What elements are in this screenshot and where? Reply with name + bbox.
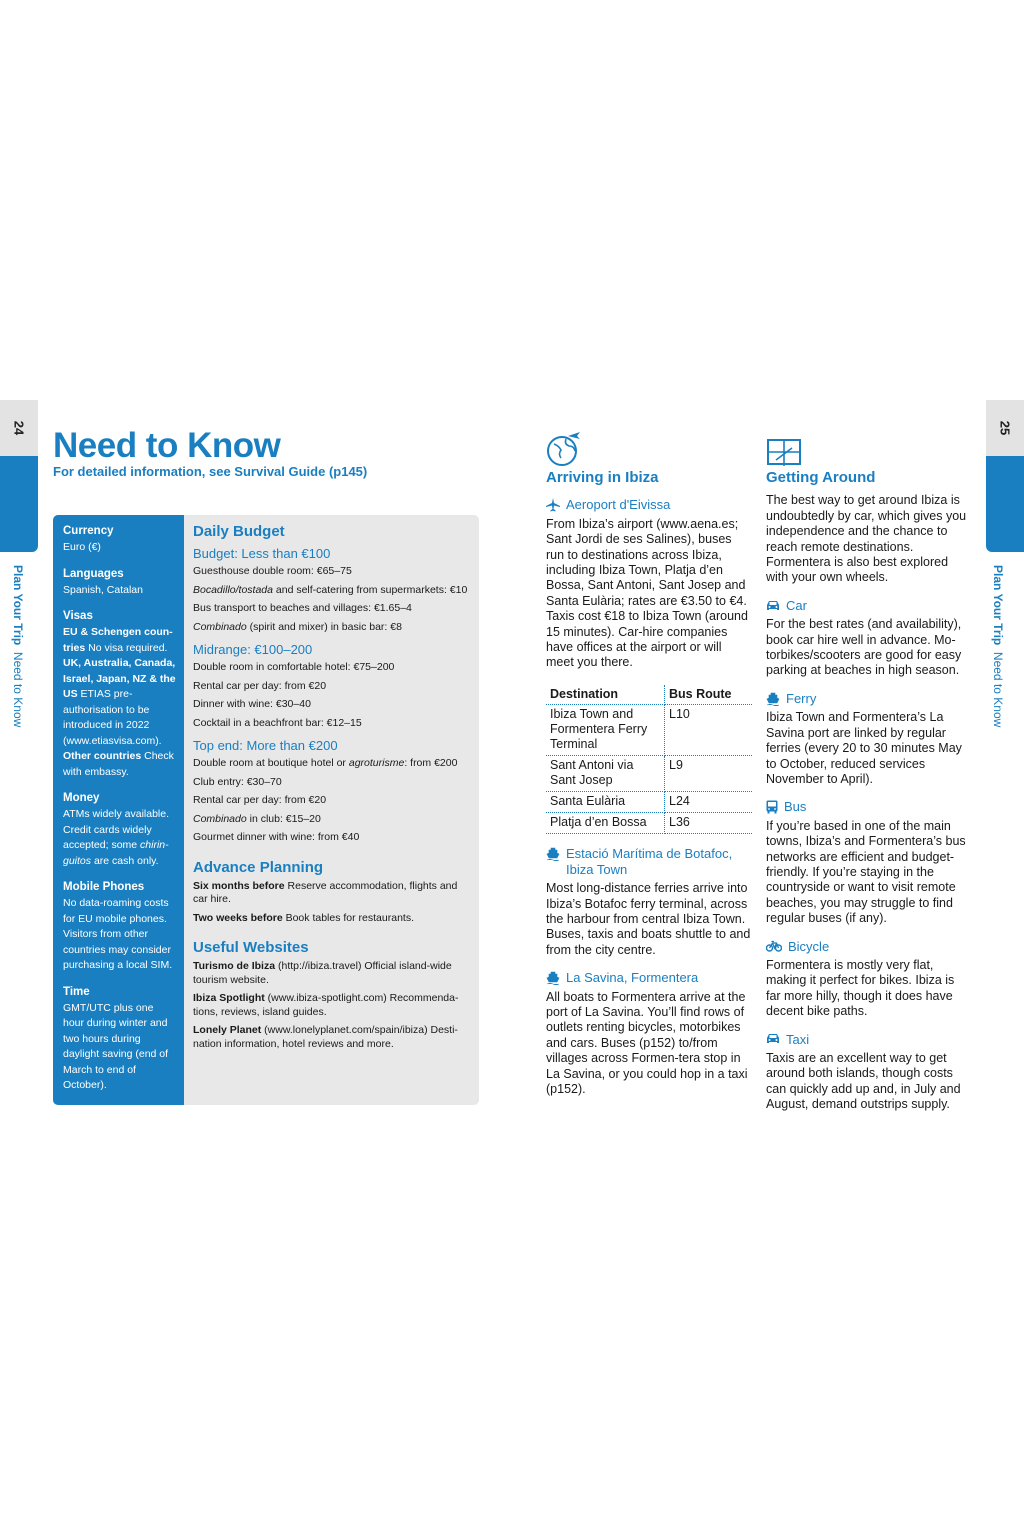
table-row (546, 813, 752, 834)
destination-cell: Ibiza Town and Formentera Ferry Terminal (546, 705, 665, 756)
bus-heading (766, 799, 972, 814)
visas-other-label: Other countries (63, 750, 142, 762)
budget-item: Guesthouse double room: €65–75 (193, 565, 352, 577)
table-row (546, 705, 752, 756)
budget-text: Double room at boutique hotel or (193, 757, 349, 769)
arriving-column (546, 470, 752, 1097)
ferry-icon (546, 847, 560, 861)
getting-around-heading: Getting Around (766, 469, 876, 486)
time-heading: Time (63, 985, 90, 998)
budget-item (193, 810, 471, 829)
ferry-heading-text: Ferry (786, 690, 817, 706)
budget-item: Cocktail in a beachfront bar: €12–15 (193, 716, 362, 729)
getting-around-column (766, 470, 972, 1113)
globe-plane-icon (546, 430, 584, 468)
facts-sidebar (53, 515, 184, 1105)
budget-text: (spirit and mixer) in basic bar: €8 (246, 620, 402, 633)
languages-text: Spanish, Catalan (63, 583, 143, 596)
car-text: For the best rates (and availability), book car hire well in advance. Mo-torbikes/scooters are good for easy parking at beaches in high season. (766, 617, 962, 678)
website-name: Turismo de Ibiza (193, 960, 276, 972)
page-number-left (0, 400, 38, 456)
budget-item: Rental car per day: from €20 (193, 794, 327, 806)
signpost-icon (766, 438, 804, 468)
savina-heading-text: La Savina, Formentera (566, 970, 699, 986)
budget-panel (193, 523, 471, 1056)
website-item (193, 960, 471, 987)
page-number-text: 24 (11, 420, 27, 436)
website-text: (www.ibiza-spotlight.com) Recommenda-tions, reviews, island guides. (193, 992, 459, 1018)
budget-text: in club: €15–20 (246, 812, 321, 825)
websites-heading: Useful Websites (193, 939, 309, 956)
budget-mid-heading: Midrange: €100–200 (193, 642, 313, 657)
budget-italic: Combinado (193, 620, 247, 633)
time-text: GMT/UTC plus one hour during winter and two hours during daylight saving (end of March to end of October). (63, 1001, 169, 1091)
visas-uk-label: UK, Australia, Canada, Israel, Japan, NZ & the US (63, 657, 176, 700)
website-item (193, 1024, 471, 1051)
taxi-heading-text: Taxi (786, 1031, 810, 1047)
table-header-row (546, 685, 752, 705)
savina-heading (546, 970, 752, 985)
visas-eu-label: EU & Schengen coun-tries (63, 626, 173, 654)
money-text-2: are cash only. (91, 854, 159, 867)
bus-text: If you’re based in one of the main towns, Ibiza’s and Formentera’s bus networks are efficient and budget-friendly. If you’re staying in the countryside or want to visit remote beaches, you may struggle to find regular buses (if any). (766, 818, 966, 926)
planning-heading: Advance Planning (193, 858, 324, 876)
currency-text: Euro (€) (63, 541, 101, 553)
budget-item: Rental car per day: from €20 (193, 679, 327, 692)
chapter-label: Need to Know (11, 651, 25, 728)
visas-text (63, 625, 176, 780)
website-item (193, 992, 471, 1019)
bicycle-text: Formentera is mostly very flat, making it perfect for bikes. Ibiza is far more hilly, though it does have decent bike paths. (766, 957, 955, 1019)
page-title: Need to Know (53, 426, 281, 465)
planning-text: Book tables for restaurants. (282, 911, 414, 924)
budget-item (193, 754, 471, 773)
page-number-right (986, 400, 1024, 456)
bicycle-heading (766, 939, 972, 954)
destination-cell: Platja d’en Bossa (546, 813, 665, 834)
phones-text: No data-roaming costs for EU mobile phones. Visitors from other countries may consider purchasing a local SIM. (63, 897, 173, 971)
budget-less-heading: Budget: Less than €100 (193, 546, 331, 561)
running-head-right (991, 565, 1005, 727)
planning-item (193, 880, 471, 907)
airport-heading-text: Aeroport d'Eivissa (566, 497, 671, 513)
bicycle-icon (766, 940, 782, 952)
budget-italic: Combinado (193, 812, 247, 825)
info-box (53, 515, 479, 1105)
bus-icon (766, 800, 778, 814)
section-label: Plan Your Trip (991, 565, 1005, 646)
budget-item: Dinner with wine: €30–40 (193, 698, 311, 710)
destination-cell: Sant Antoni via Sant Josep (546, 756, 665, 792)
planning-item (193, 912, 471, 926)
section-tab-left (0, 456, 38, 552)
airport-heading (546, 497, 752, 512)
bus-routes-table (546, 685, 752, 834)
savina-text: All boats to Formentera arrive at the port of La Savina. You’ll find rows of outlets renting bicycles, motorbikes and cars. Buses (p152) to/from villages across Formen-tera stop in La Savina, or you could hop in a taxi (p152). (546, 989, 748, 1096)
budget-heading: Daily Budget (193, 523, 285, 540)
ferry-icon (766, 692, 780, 706)
money-heading: Money (63, 792, 100, 804)
planning-text: Reserve accommodation, flights and car hire. (193, 879, 458, 905)
car-heading (766, 598, 972, 613)
route-cell: L10 (665, 705, 753, 756)
botafoc-heading (546, 846, 752, 877)
languages-heading: Languages (63, 567, 124, 580)
airplane-icon (546, 498, 560, 512)
chapter-label: Need to Know (991, 651, 1005, 728)
table-header: Destination (546, 685, 665, 705)
taxi-heading (766, 1032, 972, 1047)
budget-italic: Bocadillo/tostada (193, 583, 273, 596)
budget-text: and self-catering from supermarkets: €10 (272, 583, 468, 596)
taxi-icon (766, 1033, 780, 1045)
budget-text: : from €200 (404, 757, 458, 769)
visas-other-text: Check with embassy. (63, 750, 174, 778)
budget-item: Bus transport to beaches and villages: €1.65–4 (193, 602, 412, 614)
table-row (546, 756, 752, 792)
arriving-heading: Arriving in Ibiza (546, 469, 659, 486)
phones-heading: Mobile Phones (63, 881, 145, 893)
page-subtitle: For detailed information, see Survival Guide (p145) (53, 464, 368, 479)
ferry-heading (766, 691, 972, 706)
section-tab-right (986, 456, 1024, 552)
money-italic: chirin-guitos (63, 839, 169, 867)
website-name: Lonely Planet (193, 1024, 262, 1036)
car-heading-text: Car (786, 597, 807, 613)
budget-top-heading: Top end: More than €200 (193, 738, 338, 753)
ferry-icon (546, 971, 560, 985)
route-cell: L24 (665, 792, 753, 813)
section-label: Plan Your Trip (11, 565, 25, 646)
table-header: Bus Route (665, 685, 753, 705)
visas-heading: Visas (63, 610, 93, 622)
budget-italic: agroturisme (348, 757, 405, 769)
visas-uk-text: ETIAS pre-authorisation to be introduced in 2022 (www.etiasvisa.com). (63, 688, 162, 747)
website-text: (http://ibiza.travel) Official island-wide tourism website. (193, 960, 452, 986)
running-head-left (11, 565, 25, 727)
budget-item (193, 581, 471, 600)
money-text (63, 807, 176, 869)
destination-cell: Santa Eulària (546, 792, 665, 813)
airport-text: From Ibiza’s airport (www.aena.es; Sant Jordi de ses Salines), buses run to destinations across Ibiza, including Ibiza Town, Platja d’en Bossa, Sant Antoni, Sant Josep and Santa Eulària; rates are €3.50 to €4. Taxis cost €18 to Ibiza Town (around 15 minutes). Car-hire companies have offices at the airport or will meet you there. (546, 516, 748, 670)
money-text-1: ATMs widely available. Credit cards widely accepted; some (63, 808, 170, 851)
route-cell: L36 (665, 813, 753, 834)
website-name: Ibiza Spotlight (193, 992, 265, 1004)
page-number-text: 25 (997, 420, 1013, 436)
car-icon (766, 600, 780, 612)
taxi-text: Taxis are an excellent way to get around both islands, though costs can quickly add up and, in July and August, demand outstrips supply. (766, 1051, 961, 1112)
currency-heading: Currency (63, 525, 114, 537)
route-cell: L9 (665, 756, 753, 792)
table-row (546, 792, 752, 813)
botafoc-heading-text: Estació Marítima de Botafoc, Ibiza Town (566, 846, 733, 877)
bicycle-heading-text: Bicycle (788, 938, 830, 954)
getting-around-intro: The best way to get around Ibiza is undoubtedly by car, which gives you independence and the chance to reach remote destinations. Formentera is also best explored with your own wheels. (766, 493, 967, 585)
budget-item (193, 618, 471, 637)
website-text: (www.lonelyplanet.com/spain/ibiza) Desti-nation information, hotel reviews and more. (193, 1024, 458, 1050)
planning-label: Six months before (193, 879, 285, 892)
botafoc-text: Most long-distance ferries arrive into Ibiza’s Botafoc ferry terminal, across the harbour from central Ibiza Town. Buses, taxis and boats shuttle to and from the city centre. (546, 881, 751, 957)
planning-label: Two weeks before (193, 911, 283, 924)
budget-item: Double room in comfortable hotel: €75–200 (193, 661, 395, 673)
visas-eu-text: No visa required. (85, 641, 168, 654)
budget-item: Gourmet dinner with wine: from €40 (193, 831, 360, 843)
budget-item: Club entry: €30–70 (193, 775, 282, 788)
ferry-text: Ibiza Town and Formentera’s La Savina port are linked by regular ferries (every 20 to 30 minutes May to October, reduced services November to April). (766, 710, 962, 786)
bus-heading-text: Bus (784, 799, 807, 815)
